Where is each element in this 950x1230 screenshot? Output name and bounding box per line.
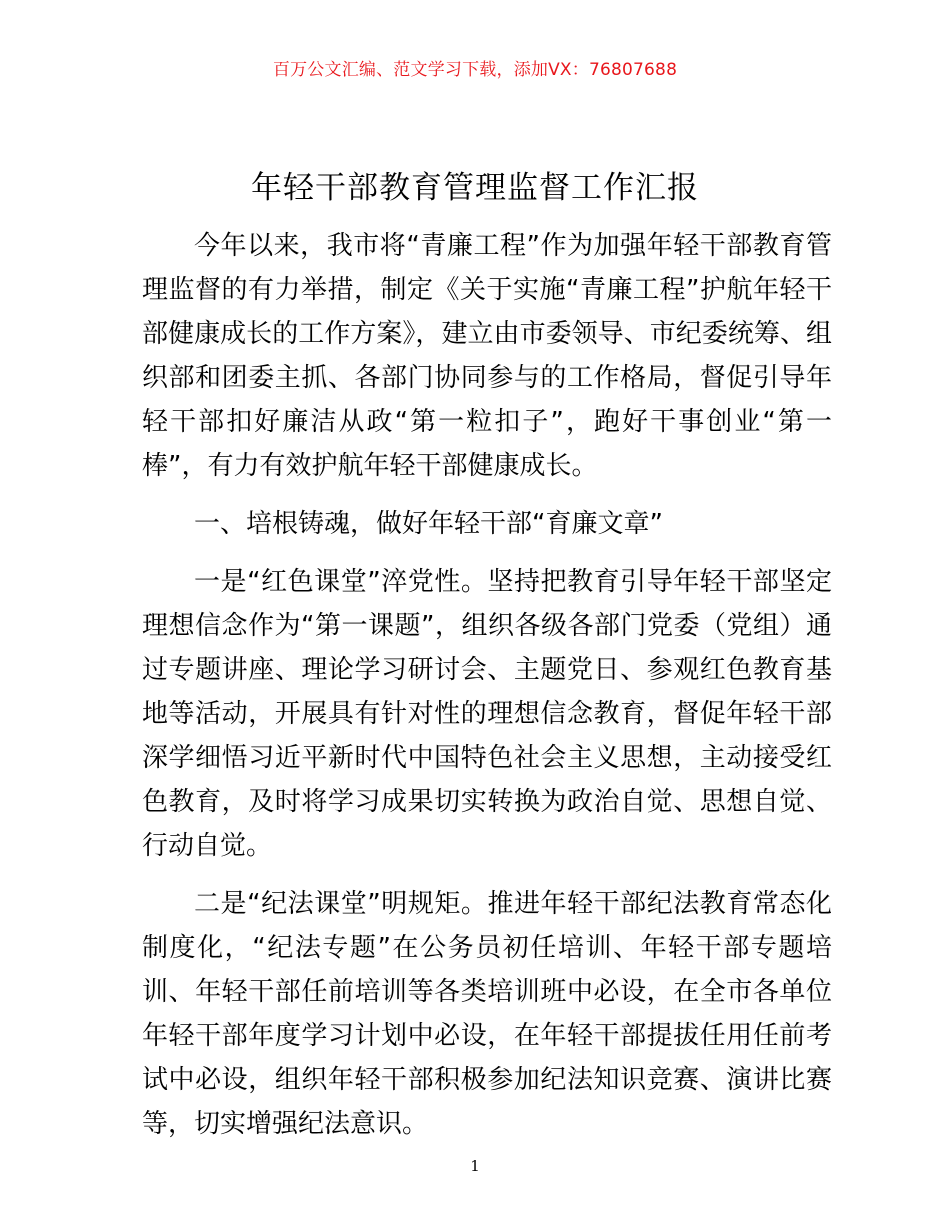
section-heading: 一、培根铸魂，做好年轻干部“育廉文章”	[194, 509, 663, 539]
body-paragraph: 一是“红色课堂”淬党性。坚持把教育引导年轻干部坚定理想信念作为“第一课题”，组织各级各部门党委（党组）通过专题讲座、理论学习研讨会、主题党日、参观红色教育基地等活动，开展具有针对性的理想信念教育，督促年轻干部深学细悟习近平新时代中国特色社会主义思想，主动接受红色教育，及时将学习成果切实转换为政治自觉、思想自觉、行动自觉。	[142, 567, 832, 861]
page-number: 1	[470, 1157, 480, 1175]
intro-paragraph: 今年以来，我市将“青廉工程”作为加强年轻干部教育管理监督的有力举措，制定《关于实施“青廉工程”护航年轻干部健康成长的工作方案》，建立由市委领导、市纪委统筹、组织部和团委主抓、各部门协同参与的工作格局，督促引导年轻干部扣好廉洁从政“第一粒扣子”，跑好干事创业“第一棒”，有力有效护航年轻干部健康成长。	[142, 231, 832, 481]
header-banner: 百万公文汇编、范文学习下载，添加VX：76807688	[272, 60, 678, 80]
body-paragraph: 二是“纪法课堂”明规矩。推进年轻干部纪法教育常态化制度化，“纪法专题”在公务员初任培训、年轻干部专题培训、年轻干部任前培训等各类培训班中必设，在全市各单位年轻干部年度学习计划中必设，在年轻干部提拔任用任前考试中必设，组织年轻干部积极参加纪法知识竞赛、演讲比赛等，切实增强纪法意识。	[142, 889, 832, 1139]
document-title: 年轻干部教育管理监督工作汇报	[251, 170, 699, 206]
document-body	[142, 224, 832, 1160]
